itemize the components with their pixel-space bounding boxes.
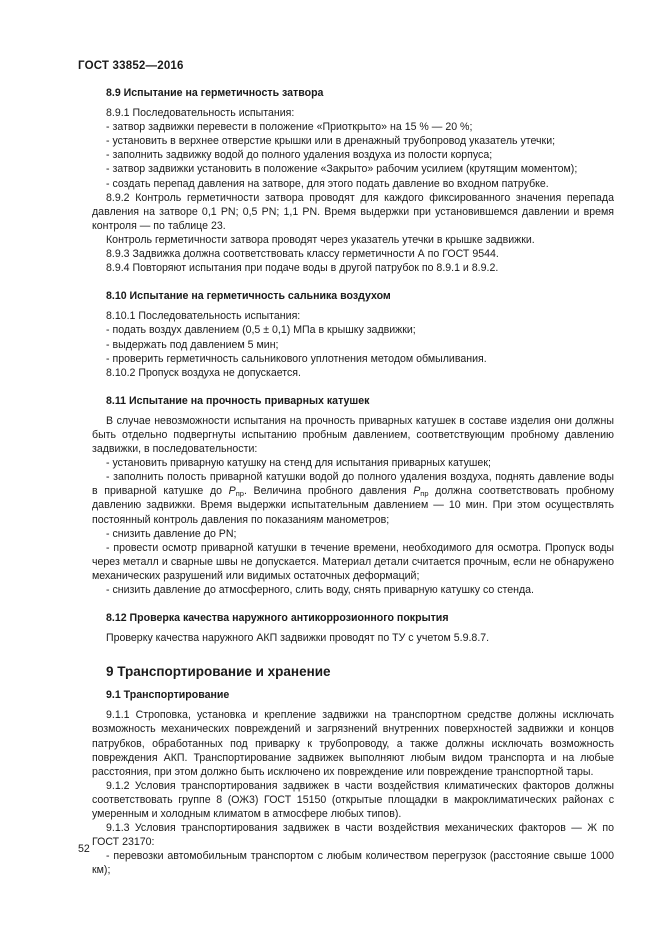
- section-8-12-title: 8.12 Проверка качества наружного антикоррозионного покрытия: [106, 612, 449, 625]
- paragraph: 8.9.4 Повторяют испытания при подаче воды в другой патрубок по 8.9.1 и 8.9.2.: [106, 262, 499, 275]
- pressure-symbol: P: [228, 485, 236, 498]
- paragraph: 9.1.1 Строповка, установка и крепление задвижки на транспортном средстве должны исключать возможность механических повреждений и загрязнений внутренних поверхностей задвижки и концов патрубков, обработанных под приварку к трубопроводу, а также должны исключать возможность повреждения АКП. Транспортирование задвижек выполняют любым видом транспорта и на любые расстояния, при этом должно быть исключено их повреждение или повреждение транспортной тары.: [92, 709, 614, 778]
- paragraph: 8.10.1 Последовательность испытания:: [106, 310, 301, 323]
- list-item: [92, 470, 614, 526]
- section-8-10-title: 8.10 Испытание на герметичность сальника воздухом: [106, 290, 391, 303]
- paragraph: 9.1.2 Условия транспортирования задвижек в части воздействия климатических факторов должны соответствовать группе 8 (ОЖ3) ГОСТ 15150 (открытые площадки в макроклиматических районах с умеренным и холодным климатом в атмосфере любых типов).: [92, 779, 614, 821]
- section-9-1-title: 9.1 Транспортирование: [106, 689, 230, 702]
- pressure-subscript: пр: [420, 489, 429, 499]
- standard-code: ГОСТ 33852—2016: [78, 60, 184, 72]
- section-9-title: 9 Транспортирование и хранение: [106, 664, 331, 680]
- list-item: - установить в верхнее отверстие крышки или в дренажный трубопровод указатель утечки;: [106, 135, 556, 148]
- text-fragment: - заполнить полость приварной катушки водой до полного удаления воздуха, поднять давление воды в приварной катушке до: [92, 471, 614, 498]
- list-item: - снизить давление до PN;: [106, 527, 237, 540]
- section-8-11-title: 8.11 Испытание на прочность приварных катушек: [106, 394, 370, 407]
- list-item: - создать перепад давления на затворе, для этого подать давление во входном патрубке.: [106, 177, 549, 190]
- paragraph: Проверку качества наружного АКП задвижки проводят по ТУ с учетом 5.9.8.7.: [106, 632, 490, 645]
- paragraph: 8.10.2 Пропуск воздуха не допускается.: [106, 366, 301, 379]
- paragraph: 8.9.2 Контроль герметичности затвора проводят для каждого фиксированного значения перепада давления на затворе 0,1 PN; 0,5 PN; 1,1 PN. Время выдержки при установившемся давлении и время контроля — по таблице 23.: [92, 191, 614, 232]
- list-item: - затвор задвижки установить в положение «Закрыто» рабочим усилием (крутящим моментом);: [106, 163, 578, 176]
- section-8-9-title: 8.9 Испытание на герметичность затвора: [106, 87, 324, 99]
- pressure-subscript: пр: [235, 489, 244, 499]
- page-content: [92, 86, 614, 878]
- page-number: 52: [78, 843, 90, 855]
- list-item: - перевозки автомобильным транспортом с любым количеством перегрузок (расстояние свыше 1000 км);: [92, 850, 614, 877]
- list-item: - снизить давление до атмосферного, слить воду, снять приварную катушку со стенда.: [106, 584, 534, 596]
- list-item: - проверить герметичность сальникового уплотнения методом обмыливания.: [106, 352, 487, 365]
- list-item: - затвор задвижки перевести в положение «Приоткрыто» на 15 % — 20 %;: [106, 121, 473, 134]
- list-item: - провести осмотр приварной катушки в течение времени, необходимого для осмотра. Пропуск воды через металл и сварные швы не допускается. Материал детали считается прочным, если не обнаружено механических разрушений или видимых остаточных деформаций;: [92, 541, 614, 582]
- paragraph: 8.9.1 Последовательность испытания:: [106, 107, 295, 120]
- paragraph: 8.9.3 Задвижка должна соответствовать классу герметичности А по ГОСТ 9544.: [106, 248, 499, 261]
- paragraph: 9.1.3 Условия транспортирования задвижек в части воздействия механических факторов — Ж по ГОСТ 23170:: [92, 822, 614, 849]
- pressure-symbol: P: [413, 485, 421, 498]
- paragraph: Контроль герметичности затвора проводят через указатель утечки в крышке задвижки.: [106, 233, 535, 246]
- list-item: - подать воздух давлением (0,5 ± 0,1) МПа в крышку задвижки;: [106, 324, 416, 337]
- paragraph: В случае невозможности испытания на прочность приварных катушек в составе изделия они должны быть отдельно подвергнуты испытанию пробным давлением, соответствующим пробному давлению задвижки, в последовательности:: [92, 414, 614, 456]
- list-item: - выдержать под давлением 5 мин;: [106, 338, 279, 351]
- text-fragment: . Величина пробного давления: [243, 485, 414, 498]
- text-fragment: должна соответствовать пробному давлению задвижки. Время выдержки испытательным давлением — 10 мин. При этом осуществлять постоянный контроль давления по показаниям манометров;: [92, 485, 614, 526]
- list-item: - установить приварную катушку на стенд для испытания приварных катушек;: [106, 457, 491, 470]
- list-item: - заполнить задвижку водой до полного удаления воздуха из полости корпуса;: [106, 149, 493, 162]
